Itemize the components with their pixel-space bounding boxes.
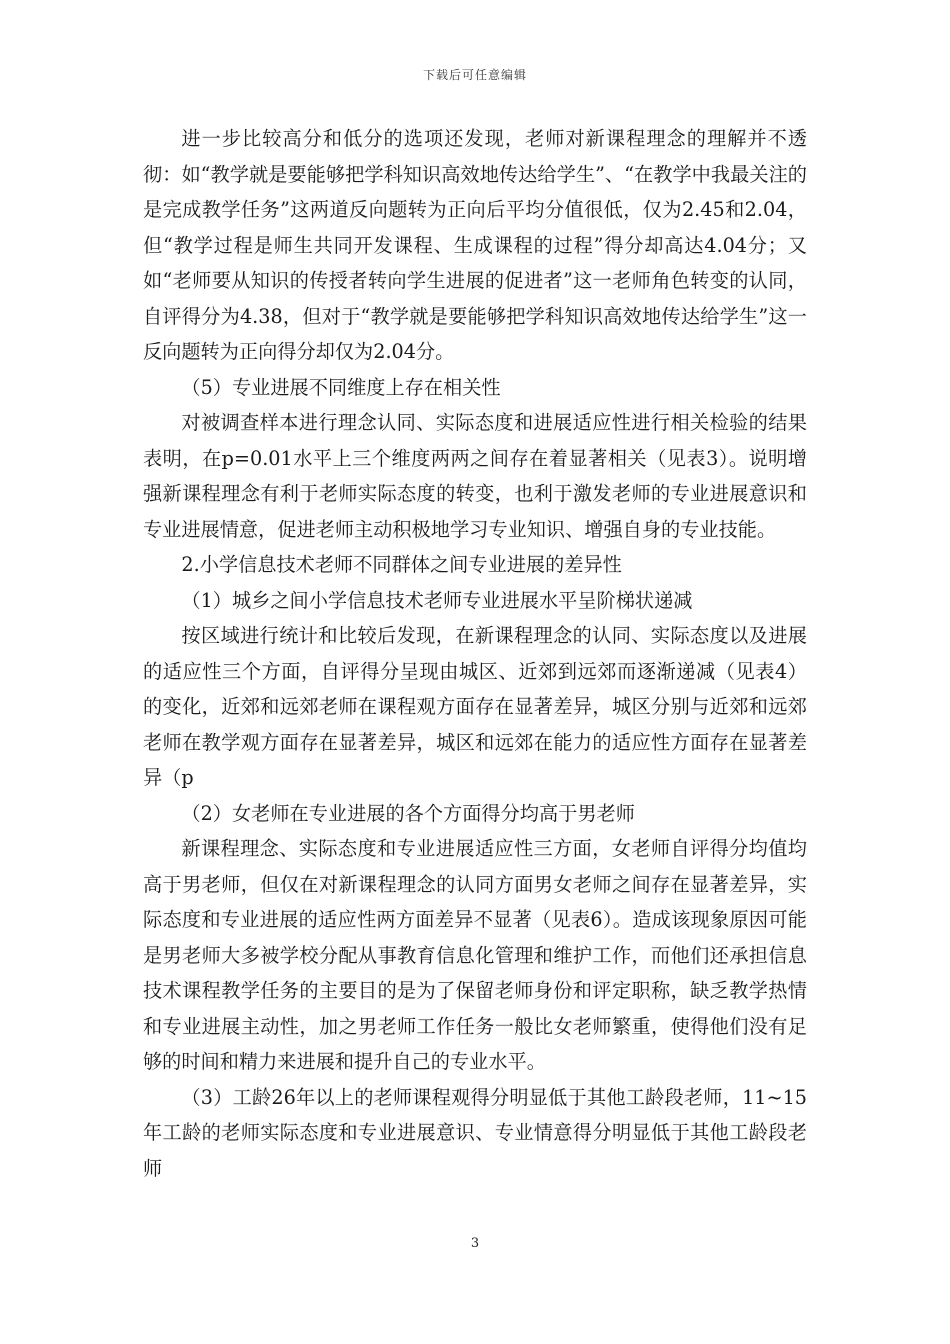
page-number: 3	[470, 1236, 480, 1251]
subheading-gender: （2）女老师在专业进展的各个方面得分均高于男老师	[181, 801, 635, 825]
subheading-correlation: （5）专业进展不同维度上存在相关性	[181, 375, 501, 399]
section-heading-group-differences: 2.小学信息技术老师不同群体之间专业进展的差异性	[181, 553, 622, 576]
paragraph-seniority: （3）工龄26年以上的老师课程观得分明显低于其他工龄段老师，11~15年工龄的老师实际态度和专业进展意识、专业情意得分明显低于其他工龄段老师	[143, 1085, 807, 1180]
paragraph-comparison: 进一步比较高分和低分的选项还发现，老师对新课程理念的理解并不透彻：如“教学就是要能够把学科知识高效地传达给学生”、“在教学中我最关注的是完成教学任务”这两道反向题转为正向后平均分值很低，仅为2.45和2.04，但“教学过程是师生共同开发课程、生成课程的过程”得分却高达4.04分；又如“老师要从知识的传授者转向学生进展的促进者”这一老师角色转变的认同，自评得分为4.38，但对于“教学就是要能够把学科知识高效地传达给学生”这一反向题转为正向得分却仅为2.04分。	[143, 127, 807, 363]
paragraph-correlation: 对被调查样本进行理念认同、实际态度和进展适应性进行相关检验的结果表明，在p=0.01水平上三个维度两两之间存在着显著相关（见表3）。说明增强新课程理念有利于老师实际态度的转变，也利于激发老师的专业进展意识和专业进展情意，促进老师主动积极地学习专业知识、增强自身的专业技能。	[143, 411, 807, 541]
paragraph-urban-rural: 按区域进行统计和比较后发现，在新课程理念的认同、实际态度以及进展的适应性三个方面，自评得分呈现由城区、近郊到远郊而逐渐递减（见表4）的变化，近郊和远郊老师在课程观方面存在显著差异，城区分别与近郊和远郊老师在教学观方面存在显著差异，城区和远郊在能力的适应性方面存在显著差异（p	[143, 624, 807, 789]
body-text	[143, 121, 807, 1186]
subheading-urban-rural: （1）城乡之间小学信息技术老师专业进展水平呈阶梯状递减	[181, 588, 693, 612]
page-header: 下载后可任意编辑	[422, 68, 527, 82]
paragraph-gender: 新课程理念、实际态度和专业进展适应性三方面，女老师自评得分均值均高于男老师，但仅在对新课程理念的认同方面男女老师之间存在显著差异，实际态度和专业进展的适应性两方面差异不显著（见表6）。造成该现象原因可能是男老师大多被学校分配从事教育信息化管理和维护工作，而他们还承担信息技术课程教学任务的主要目的是为了保留老师身份和评定职称，缺乏教学热情和专业进展主动性，加之男老师工作任务一般比女老师繁重，使得他们没有足够的时间和精力来进展和提升自己的专业水平。	[143, 837, 807, 1073]
